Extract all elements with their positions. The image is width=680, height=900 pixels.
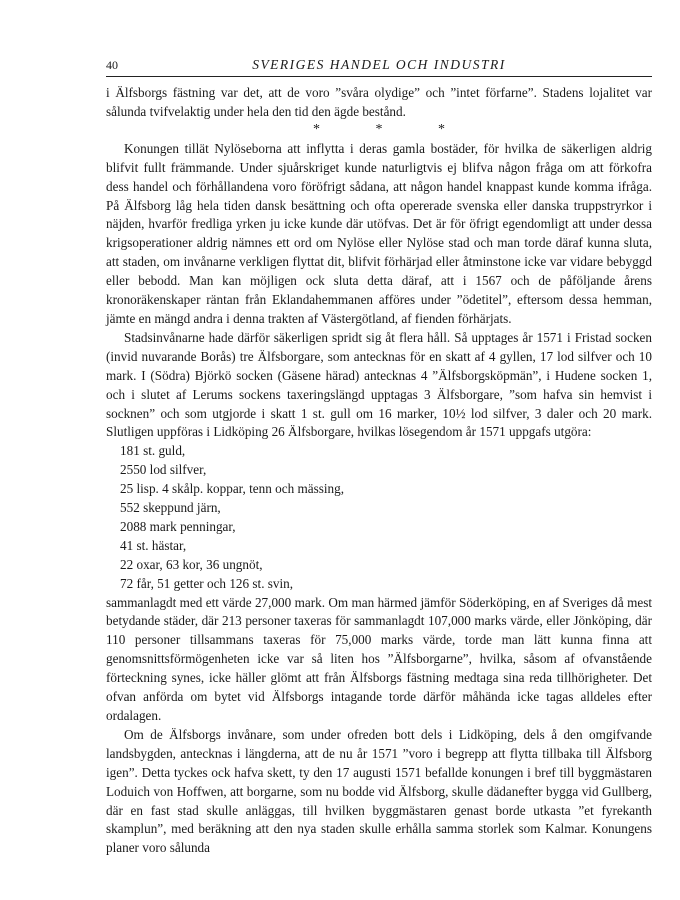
page-header — [106, 56, 652, 77]
property-list — [106, 442, 652, 593]
list-item: 25 lisp. 4 skålp. koppar, tenn och mässing, — [120, 481, 345, 497]
page-number: 40 — [106, 58, 118, 72]
paragraph-4: sammanlagdt med ett värde 27,000 mark. Om man härmed jämför Söderköping, en af Sveriges då mest betydande städer, där 213 personer taxeras för sammanlagdt 107,000 marks värde, eller Jönköping, där 110 personer tillsammans taxeras för 75,000 marks värde, torde man lätt kunna finna att genomsnittsförmögenheten icke var så liten hos ”Älfsborgarne”, hvilka, såsom af ofvanstående förteckning synes, icke häller glömt att från Älfsborgs fästning medtaga sina reda tillhörigheter. Det ofvan anförda om bytet vid Älfsborgs intagande torde därför måhända icke tagas alldeles efter ordalagen. — [106, 594, 652, 723]
running-title: SVERIGES HANDEL OCH INDUSTRI — [252, 57, 506, 72]
list-item: 22 oxar, 63 kor, 36 ungnöt, — [120, 556, 263, 572]
list-item: 552 skeppund järn, — [120, 500, 221, 516]
paragraph-3: Stadsinvånarne hade därför säkerligen spridt sig åt flera håll. Så upptages år 1571 i Fristad socken (invid nuvarande Borås) tre Älfsborgare, som antecknas för en skatt af 4 gyllen, 17 lod silfver och 10 mark. I (Södra) Björkö socken (Gäsene härad) antecknas 4 ”Älfsborgsköpmän”, i Hudene socken 1, och i slutet af Lerums sockens taxeringslängd upptagas 3 Älfsborgare, ”som hafva sin hemvist i socknen” och som utgjorde i skatt 1 st. gull om 16 marker, 10½ lod silfver, 3 daler och 20 mark. Slutligen uppföras i Lidköping 26 Älfsborgare, hvilkas lösegendom år 1571 uppgafs utgöra: — [106, 329, 652, 440]
list-item: 2550 lod silfver, — [120, 462, 207, 478]
page-body — [106, 84, 652, 858]
paragraph-5: Om de Älfsborgs invånare, som under ofreden bott dels i Lidköping, dels å den omgifvande landsbygden, antecknas i längderna, att de nu år 1571 ”voro i begrepp att flytta tillbaka till Älfsborg igen”. Detta tyckes ock hafva skett, ty den 17 augusti 1571 befallde konungen i bref till byggmästaren Loduich von Hoffwen, att borgarne, som nu bodde vid Älfsborg, skulle dädanefter bygga vid Gullberg, där en fast stad skulle anläggas, till hvilken byggmästaren genast borde utkasta ”et fyrekanth skamplun”, med beräkning att den nya staden skulle erhålla samma storlek som Kalmar. Konungens planer voro sålunda — [106, 726, 652, 856]
list-item: 41 st. hästar, — [120, 537, 187, 553]
section-divider: * * * — [313, 121, 471, 137]
list-item: 2088 mark penningar, — [120, 518, 236, 534]
list-item: 181 st. guld, — [120, 443, 186, 459]
paragraph-2: Konungen tillät Nylöseborna att inflytta i deras gamla bostäder, för hvilka de säkerligen aldrig blifvit fullt främmande. Under sjuårskriget kunde naturligtvis ej blifva någon fråga om att förkofra dess handel och förhållandena voro föröfrigt sådana, att någon handel knappast kunde komma ifråga. På Älfsborg låg hela tiden dansk besättning och ofta opererade svenska eller danska truppstryrkor i näjden, hvarför fredliga yrken ju icke kunde där utöfvas. Det är för öfrigt egendomligt att under dessa krigsoperationer aldrig nämnes ett ord om Nylöse eller Nylöse stad och man torde däraf kunna sluta, att staden, om invånarne verkligen flyttat dit, blifvit förhärjad eller åtminstone icke var vidare bebyggd eller bebodd. Man kan möjligen ock sluta detta däraf, att i 1567 och de påföljande årens kronoräkenskaper räntan från Eklandahemmanen afföres under ”ödetitel”, eftersom dessa hemman, jämte en mängd andra i denna trakten af Västergötland, af fienden förhärjats. — [106, 140, 652, 326]
paragraph-1: i Älfsborgs fästning var det, att de voro ”svåra olydige” och ”intet förfarne”. Stadens lojalitet var sålunda tvifvelaktig under hela den tid den ägde bestånd. — [106, 85, 652, 119]
list-item: 72 får, 51 getter och 126 st. svin, — [120, 575, 294, 591]
